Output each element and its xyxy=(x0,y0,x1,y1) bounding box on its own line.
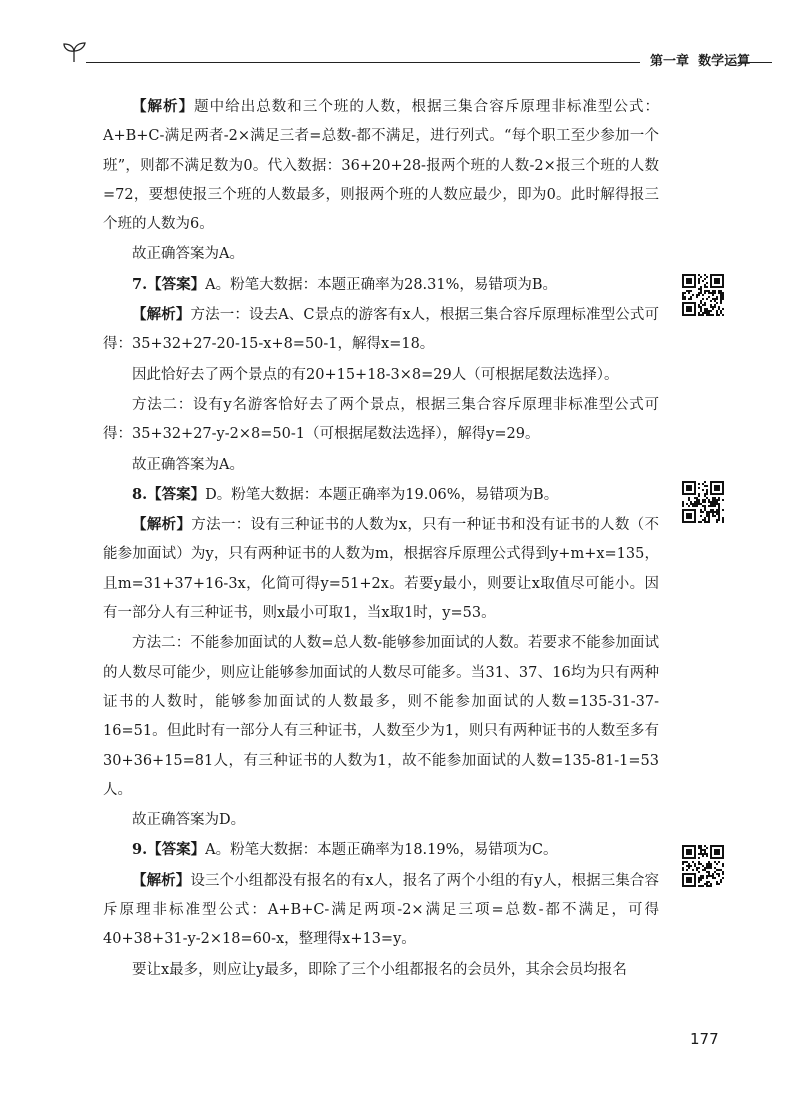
chapter-heading xyxy=(650,50,751,69)
page-header xyxy=(62,38,772,78)
paragraph xyxy=(103,955,659,985)
paragraph xyxy=(103,390,659,450)
paragraph xyxy=(103,835,659,865)
paragraph-tag: 【解析】 xyxy=(132,98,195,115)
paragraph xyxy=(103,450,659,480)
body-text xyxy=(103,92,659,985)
header-rule-right xyxy=(738,62,772,63)
qr-code-question-7[interactable] xyxy=(682,274,724,316)
paragraph xyxy=(103,300,659,360)
paragraph xyxy=(103,360,659,390)
paragraph-text: 因此恰好去了两个景点的有20+15+18-3×8=29人（可根据尾数法选择）。 xyxy=(132,366,619,383)
paragraph-text: 方法一：设有三种证书的人数为x，只有一种证书和没有证书的人数（不能参加面试）为y，只有两种证书的人数为m，根据容斥原理公式得到y+m+x=135，且m=31+37+16-3x，化简可得y=51+2x。若要y最小，则要让x取值尽可能小。因有一部分人有三种证书，则x最小可取1，当x取1时，y=53。 xyxy=(103,517,659,622)
paragraph-text: 方法一：设去A、C景点的游客有x人，根据三集合容斥原理标准型公式可得：35+32+27-20-15-x+8=50-1，解得x=18。 xyxy=(103,307,660,353)
page-number: 177 xyxy=(690,1030,719,1048)
header-rule-left xyxy=(86,62,640,63)
paragraph xyxy=(103,628,659,805)
paragraph xyxy=(103,270,659,300)
paragraph-tag: 【解析】 xyxy=(132,871,191,889)
paragraph-text: D。粉笔大数据：本题正确率为19.06%，易错项为B。 xyxy=(205,486,559,503)
paragraph-tag: 【解析】 xyxy=(132,306,191,324)
paragraph-text: 方法二：设有y名游客恰好去了两个景点，根据三集合容斥原理非标准型公式可得：35+32+27-y-2×8=50-1（可根据尾数法选择），解得y=29。 xyxy=(103,396,659,443)
paragraph xyxy=(103,480,659,510)
paragraph-tag: 7.【答案】 xyxy=(132,275,206,293)
chapter-title: 数学运算 xyxy=(698,54,751,69)
paragraph-tag: 8.【答案】 xyxy=(132,485,206,503)
qr-code-question-8[interactable] xyxy=(682,481,724,523)
paragraph-text: 方法二：不能参加面试的人数=总人数-能够参加面试的人数。若要求不能参加面试的人数尽可能少，则应让能够参加面试的人数尽可能多。当31、37、16均为只有两种证书的人数时，能够参加面试的人数最多，则不能参加面试的人数=135-31-37-16=51。但此时有一部分人有三种证书，人数至少为1，则只有两种证书的人数至多有30+36+15=81人，有三种证书的人数为1，故不能参加面试的人数=135-81-1=53人。 xyxy=(103,635,659,798)
paragraph-text: A。粉笔大数据：本题正确率为28.31%，易错项为B。 xyxy=(205,276,558,293)
paragraph xyxy=(103,866,659,955)
paragraph-tag: 【解析】 xyxy=(132,516,192,534)
paragraph-text: A。粉笔大数据：本题正确率为18.19%，易错项为C。 xyxy=(205,842,558,859)
paragraph xyxy=(103,239,659,269)
paragraph-text: 设三个小组都没有报名的有x人，报名了两个小组的有y人，根据三集合容斥原理非标准型公式：A+B+C-满足两项-2×满足三项=总数-都不满足，可得40+38+31-y-2×18=60-x，整理得x+13=y。 xyxy=(103,872,660,948)
paragraph-tag: 9.【答案】 xyxy=(132,841,206,859)
qr-code-question-9[interactable] xyxy=(682,845,724,887)
paragraph-text: 故正确答案为A。 xyxy=(132,246,244,263)
paragraph xyxy=(103,92,659,239)
paragraph-text: 题中给出总数和三个班的人数，根据三集合容斥原理非标准型公式：A+B+C-满足两者-2×满足三者=总数-都不满足，进行列式。“每个职工至少参加一个班”，则都不满足数为0。代入数据：36+20+28-报两个班的人数-2×报三个班的人数=72，要想使报三个班的人数最多，则报两个班的人数应最少，即为0。此时解得报三个班的人数为6。 xyxy=(103,99,660,233)
paragraph xyxy=(103,805,659,835)
paragraph-text: 故正确答案为D。 xyxy=(132,812,246,829)
paragraph-text: 要让x最多，则应让y最多，即除了三个小组都报名的会员外，其余会员均报名 xyxy=(132,961,627,978)
chapter-label: 第一章 xyxy=(650,54,690,69)
sprout-icon xyxy=(62,42,88,64)
paragraph xyxy=(103,510,659,628)
paragraph-text: 故正确答案为A。 xyxy=(132,456,244,473)
